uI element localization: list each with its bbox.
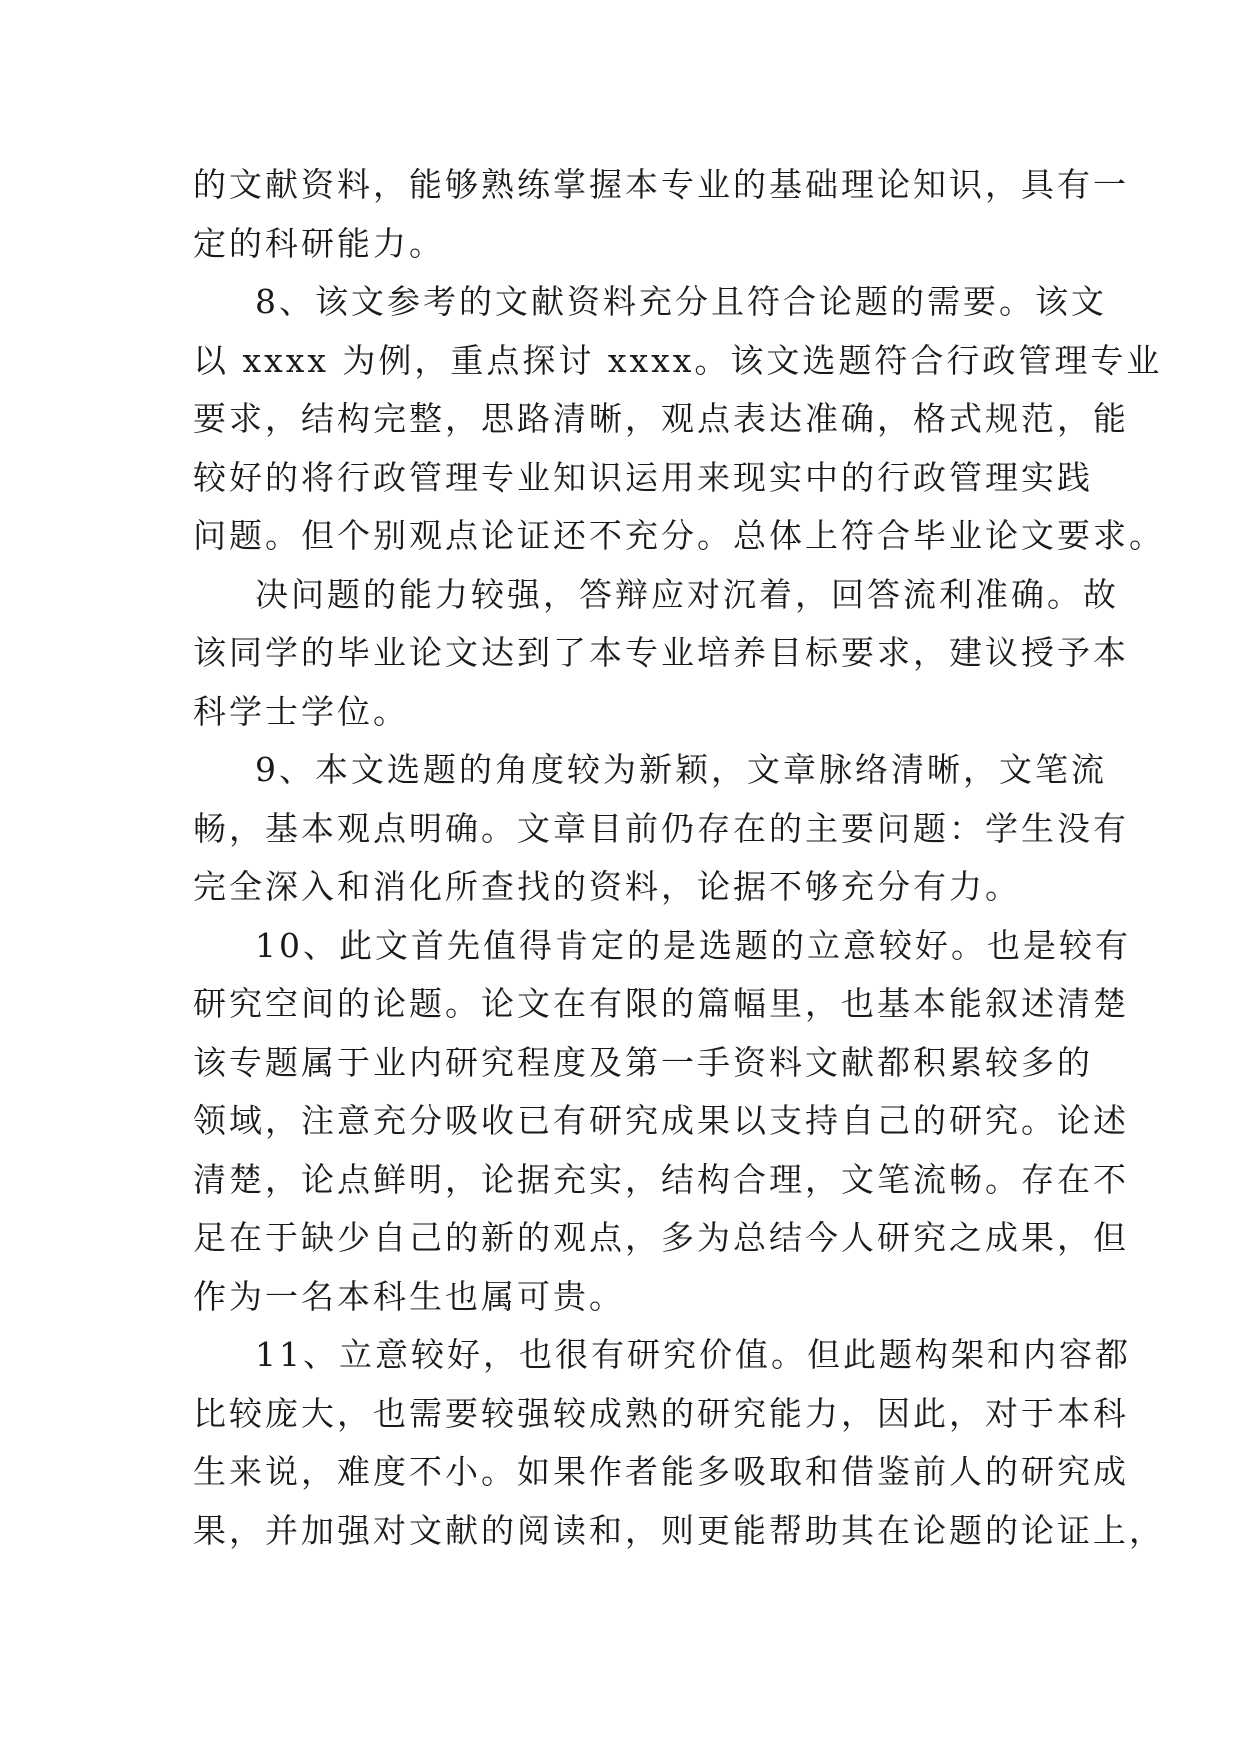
text-line: 定的科研能力。 (193, 223, 445, 263)
text-line: 的文献资料，能够熟练掌握本专业的基础理论知识，具有一 (193, 165, 1129, 204)
text-line: 该专题属于业内研究程度及第一手资料文献都积累较多的 (193, 1042, 1093, 1082)
text-line: 问题。但个别观点论证还不充分。总体上符合毕业论文要求。 (193, 516, 1165, 555)
text-line: 畅，基本观点明确。文章目前仍存在的主要问题：学生没有 (193, 808, 1129, 848)
text-line: 清楚，论点鲜明，论据充实，结构合理，文笔流畅。存在不 (193, 1159, 1129, 1199)
text-line: 该同学的毕业论文达到了本专业培养目标要求，建议授予本 (193, 633, 1129, 672)
text-line: 领域，注意充分吸收已有研究成果以支持自己的研究。论述 (193, 1101, 1129, 1140)
text-line: 作为一名本科生也属可贵。 (193, 1276, 625, 1316)
text-line: 8、该文参考的文献资料充分且符合论题的需要。该文 (255, 282, 1107, 321)
text-line: 比较庞大，也需要较强较成熟的研究能力，因此，对于本科 (193, 1393, 1129, 1433)
text-line: 9、本文选题的角度较为新颖，文章脉络清晰，文笔流 (255, 750, 1107, 789)
text-line: 足在于缺少自己的新的观点，多为总结今人研究之成果，但 (193, 1218, 1129, 1257)
text-line: 研究空间的论题。论文在有限的篇幅里，也基本能叙述清楚 (193, 984, 1129, 1023)
text-line: 科学士学位。 (193, 691, 409, 731)
text-line: 生来说，难度不小。如果作者能多吸取和借鉴前人的研究成 (193, 1452, 1129, 1491)
text-line: 果，并加强对文献的阅读和，则更能帮助其在论题的论证上， (193, 1510, 1165, 1550)
text-line: 要求，结构完整，思路清晰，观点表达准确，格式规范，能 (193, 399, 1129, 438)
document-body (193, 156, 1165, 1560)
text-line: 以 xxxx 为例，重点探讨 xxxx。该文选题符合行政管理专业 (193, 340, 1163, 380)
text-line: 较好的将行政管理专业知识运用来现实中的行政管理实践 (193, 457, 1093, 497)
text-line: 完全深入和消化所查找的资料，论据不够充分有力。 (193, 867, 1021, 906)
text-line: 11、立意较好，也很有研究价值。但此题构架和内容都 (255, 1335, 1131, 1374)
text-line: 10、此文首先值得肯定的是选题的立意较好。也是较有 (255, 925, 1131, 965)
text-line: 决问题的能力较强，答辩应对沉着，回答流利准确。故 (255, 574, 1119, 614)
